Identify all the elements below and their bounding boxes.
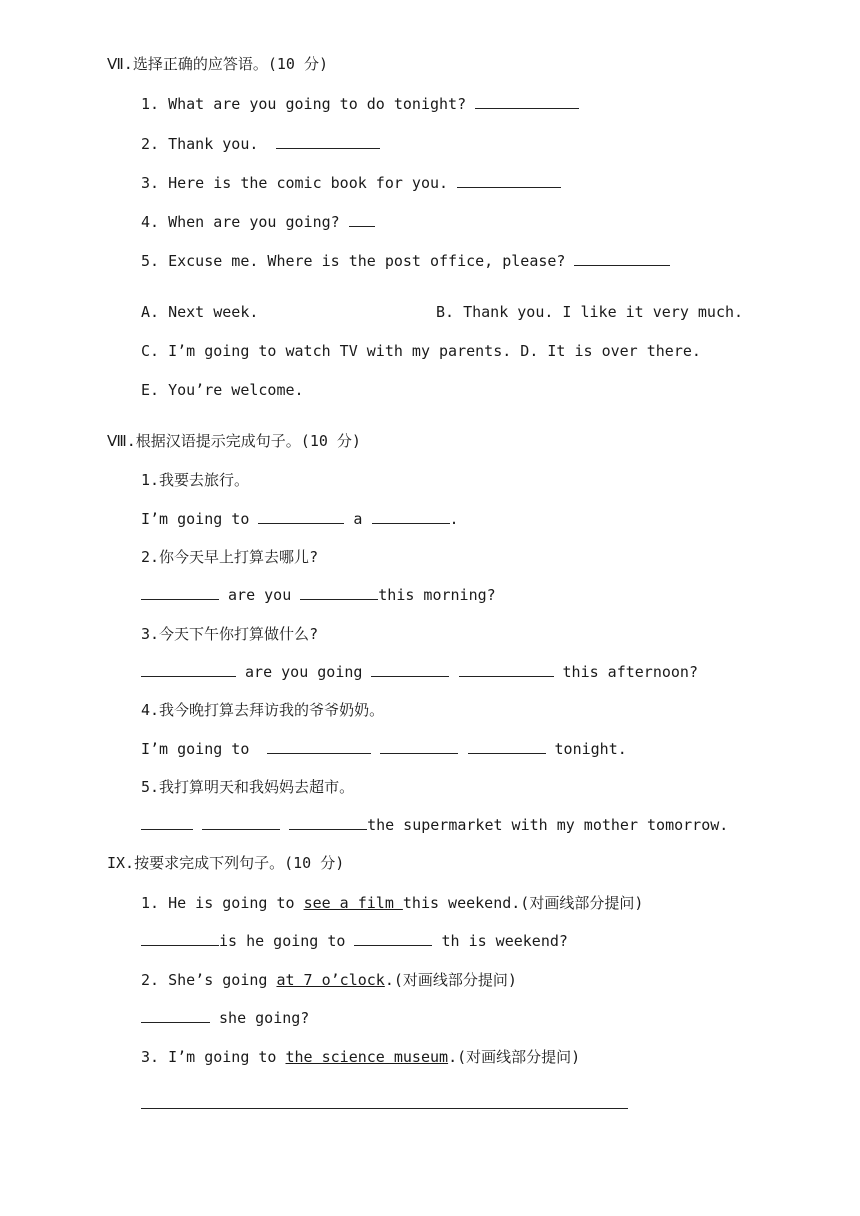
answer-blank[interactable] [141,815,193,830]
sec7-question-1: 1. What are you going to do tonight? [141,94,579,114]
answer-blank[interactable] [141,931,219,946]
answer-blank[interactable] [475,94,579,109]
answer-blank[interactable] [457,173,561,188]
underlined-phrase: at 7 o’clock [276,971,385,989]
answer-blank[interactable] [258,509,344,524]
answer-blank[interactable] [267,739,371,754]
answer-blank[interactable] [289,815,367,830]
answer-blank[interactable] [372,509,450,524]
sec8-prompt-3-english: are you going this afternoon? [141,662,698,682]
answer-blank[interactable] [349,212,375,227]
sec9-question-2: 2. She’s going at 7 o’clock.(对画线部分提问) [141,971,517,989]
section-8-title: Ⅷ.根据汉语提示完成句子。(10 分) [107,432,361,450]
sec8-prompt-2-chinese: 2.你今天早上打算去哪儿? [141,548,319,566]
underlined-phrase: see a film [303,894,403,912]
section-7-title: Ⅶ.选择正确的应答语。(10 分) [107,55,328,73]
sec8-prompt-5-chinese: 5.我打算明天和我妈妈去超市。 [141,778,355,796]
answer-blank[interactable] [354,931,432,946]
answer-blank[interactable] [141,585,219,600]
underlined-phrase: the science museum [285,1048,449,1066]
section-9-title: IX.按要求完成下列句子。(10 分) [107,854,345,872]
sec8-prompt-2-english: are you this morning? [141,585,496,605]
answer-blank[interactable] [202,815,280,830]
answer-blank[interactable] [380,739,458,754]
answer-blank[interactable] [371,662,449,677]
sec9-answer-2: she going? [141,1008,309,1028]
sec8-prompt-4-english: I’m going to tonight. [141,740,627,758]
sec8-prompt-1-chinese: 1.我要去旅行。 [141,471,250,489]
sec9-answer-1: is he going to th is weekend? [141,931,568,951]
answer-blank[interactable] [574,251,670,266]
sec7-question-2: 2. Thank you. [141,134,380,154]
answer-blank[interactable] [276,134,380,149]
sec8-prompt-5-english: the supermarket with my mother tomorrow. [141,815,728,835]
sec7-option-c-d: C. I’m going to watch TV with my parents. D. It is over there. [141,342,701,360]
answer-blank[interactable] [459,662,554,677]
sec7-option-e: E. You’re welcome. [141,381,304,399]
answer-blank[interactable] [300,585,378,600]
sec8-prompt-4-chinese: 4.我今晚打算去拜访我的爷爷奶奶。 [141,701,385,719]
answer-blank[interactable] [141,662,236,677]
answer-line[interactable] [141,1108,628,1109]
sec7-option-b: B. Thank you. I like it very much. [436,303,744,321]
sec8-prompt-3-chinese: 3.今天下午你打算做什么? [141,625,319,643]
sec9-question-3: 3. I’m going to the science museum.(对画线部分提问) [141,1048,581,1066]
sec8-prompt-1-english: I’m going to a . [141,510,459,528]
answer-blank[interactable] [468,739,546,754]
sec7-question-4: 4. When are you going? [141,212,375,232]
sec7-option-a: A. Next week. [141,303,259,321]
sec9-question-1: 1. He is going to see a film this weekend.(对画线部分提问) [141,894,644,912]
answer-blank[interactable] [141,1008,210,1023]
sec7-question-3: 3. Here is the comic book for you. [141,173,561,193]
sec7-question-5: 5. Excuse me. Where is the post office, please? [141,251,670,271]
